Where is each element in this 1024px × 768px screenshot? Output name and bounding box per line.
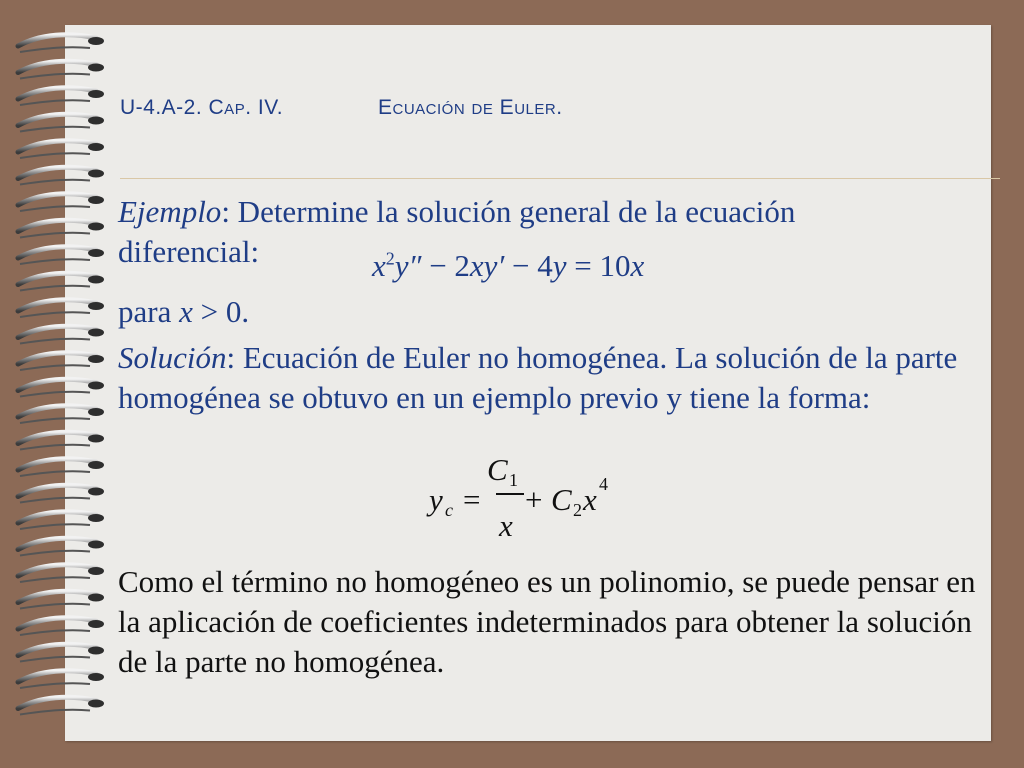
- homogeneous-solution-equation: y c = C 1 x + C 2 x 4: [429, 452, 608, 543]
- course-header: U-4.A-2. Cap. IV.: [120, 96, 284, 119]
- example-line2: diferencial:: [118, 234, 260, 269]
- main-equation: $x^2y'' - 2xy' - 4y = 10x$: [372, 248, 645, 283]
- example-text: : Determine la solución general de la ecuación: [221, 194, 796, 229]
- closing-paragraph: Como el término no homogéneo es un polinomio, se puede pensar en la aplicación de coeficientes indeterminados para obtener la solución de la parte no homogénea.: [118, 564, 976, 679]
- solution-text: : Ecuación de Euler no homogénea. La solución de la parte homogénea se obtuvo en un ejemplo previo y tiene la forma:: [118, 340, 958, 415]
- spiral-binding-icon: [0, 0, 120, 768]
- solution-label: Solución: [118, 340, 227, 375]
- condition-text: para x > 0.: [118, 294, 250, 329]
- example-label: Ejemplo: [118, 194, 222, 229]
- solution-paragraph: [118, 338, 978, 418]
- fraction-bar: [496, 493, 524, 495]
- topic-header: Ecuación de Euler.: [378, 96, 563, 119]
- header-divider: [120, 178, 1000, 179]
